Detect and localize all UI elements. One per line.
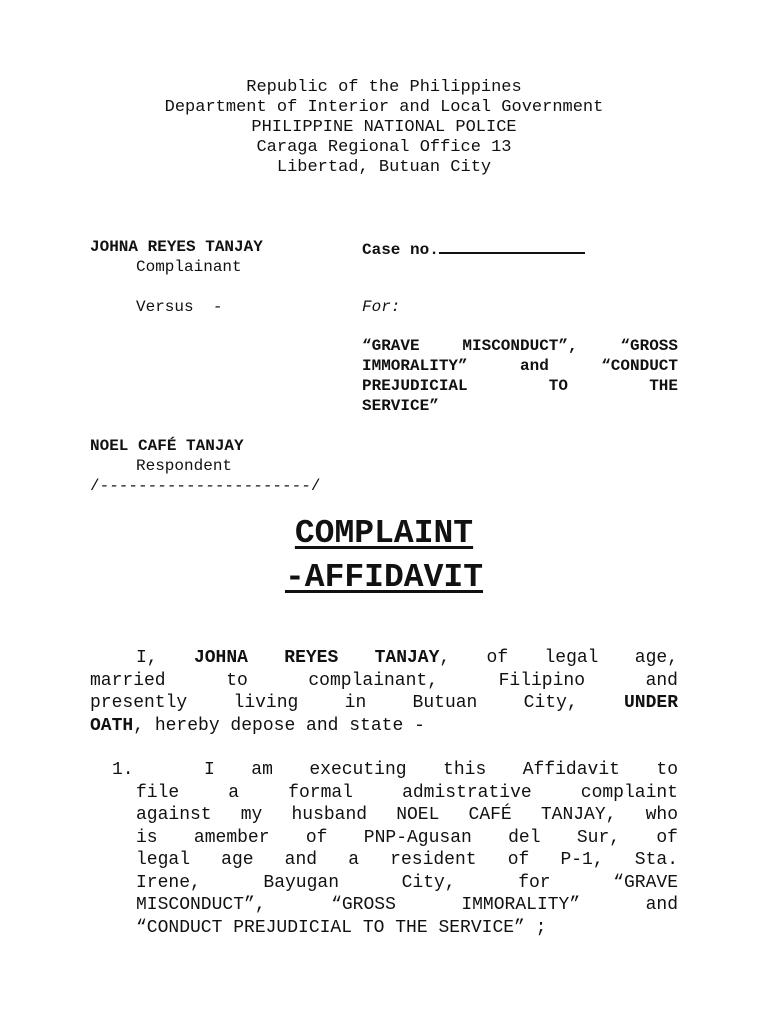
paragraph-line: legal age and a resident of P-1, Sta. (136, 850, 678, 870)
intro-paragraph (90, 647, 678, 737)
paragraph-number: 1. (112, 760, 134, 780)
complainant-name: JOHNA REYES TANJAY (90, 238, 263, 256)
intro-line: I, JOHNA REYES TANJAY, of legal age, (136, 648, 679, 668)
affiant-name: JOHNA REYES TANJAY (193, 648, 440, 668)
respondent-role: Respondent (136, 457, 233, 475)
case-no-label: Case no. (362, 241, 439, 259)
document-title-line1: COMPLAINT (294, 515, 474, 552)
document-title-line2: -AFFIDAVIT (284, 559, 484, 596)
header-pnp: PHILIPPINE NATIONAL POLICE (251, 118, 517, 137)
header-regional-office: Caraga Regional Office 13 (256, 138, 512, 157)
intro-line: OATH, hereby depose and state - (90, 715, 425, 736)
charges-line: SERVICE” (362, 397, 439, 415)
paragraph-line: “CONDUCT PREJUDICIAL TO THE SERVICE” ; (136, 917, 547, 938)
caption-separator: /----------------------/ (90, 477, 321, 495)
header-republic: Republic of the Philippines (246, 78, 522, 97)
intro-line: presently living in Butuan City, UNDER (90, 693, 678, 713)
header-address: Libertad, Butuan City (276, 158, 492, 177)
versus-label: Versus - (136, 298, 223, 316)
charges-line: “GRAVE MISCONDUCT”, “GROSS (362, 337, 678, 355)
respondent-name: NOEL CAFÉ TANJAY (90, 437, 244, 455)
header-department: Department of Interior and Local Government (164, 98, 604, 117)
paragraph-line: is amember of PNP-Agusan del Sur, of (136, 827, 678, 848)
case-number-field (362, 237, 585, 260)
paragraph-1 (136, 759, 678, 939)
charges-line: PREJUDICIAL TO THE (362, 377, 678, 395)
paragraph-line: file a formal admistrative complaint (136, 782, 678, 803)
charges-line: IMMORALITY” and “CONDUCT (362, 357, 678, 375)
charges-block (362, 336, 678, 416)
paragraph-line: Irene, Bayugan City, for “GRAVE (136, 872, 678, 893)
case-no-blank-line (439, 237, 585, 254)
paragraph-line: against my husband NOEL CAFÉ TANJAY, who (136, 805, 678, 825)
complainant-role: Complainant (136, 258, 242, 276)
for-label: For: (362, 298, 401, 316)
intro-line: married to complainant, Filipino and (90, 670, 678, 691)
paragraph-line: I am executing this Affidavit to (204, 760, 678, 780)
paragraph-line: MISCONDUCT”, “GROSS IMMORALITY” and (136, 895, 678, 915)
